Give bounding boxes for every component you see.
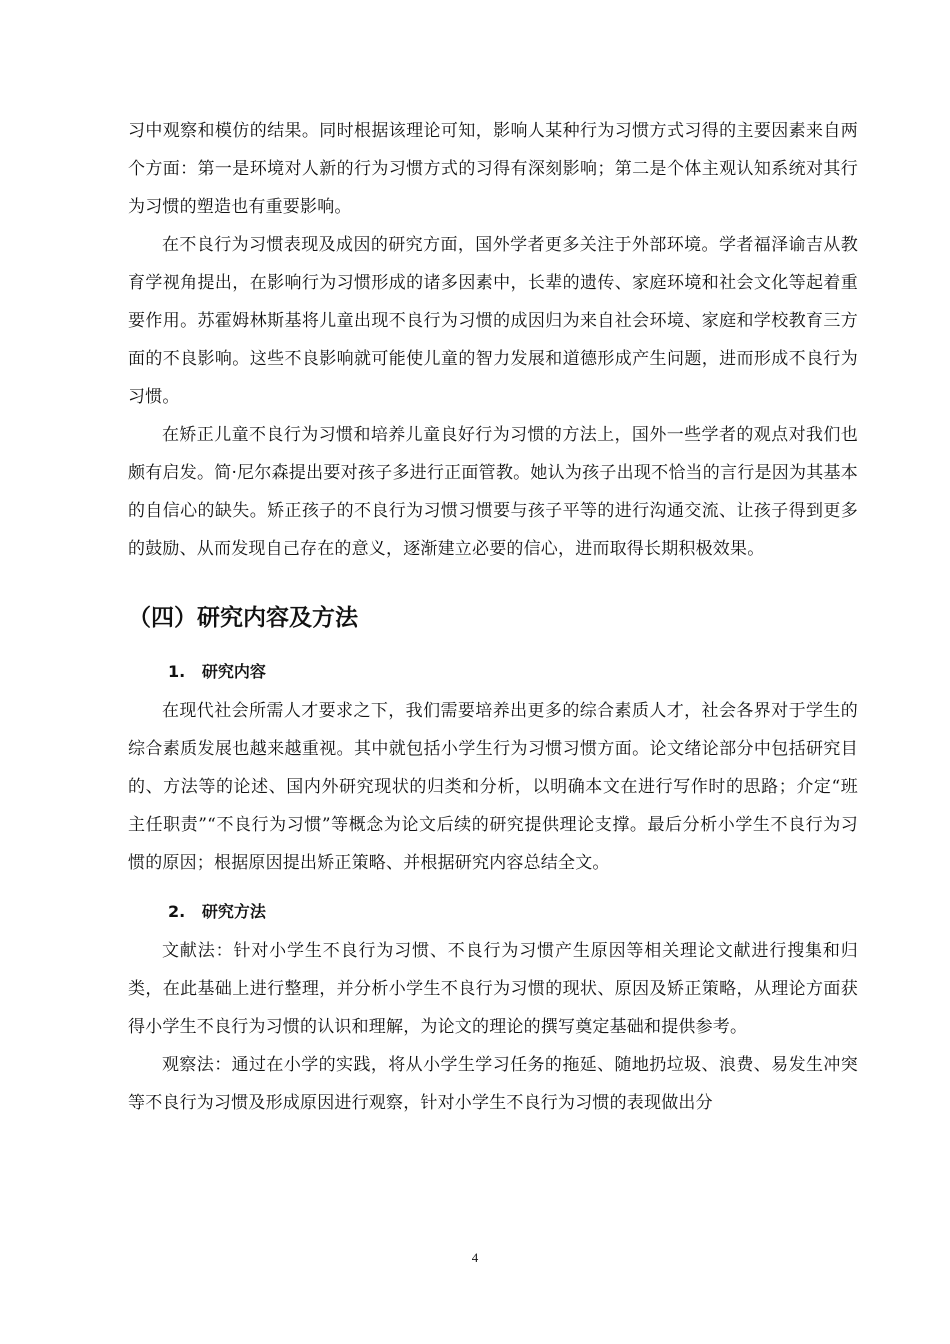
- page-number: 4: [471, 1250, 479, 1265]
- paragraph-research-content: 在现代社会所需人才要求之下，我们需要培养出更多的综合素质人才，社会各界对于学生的综合素质发展也越来越重视。其中就包括小学生行为习惯习惯方面。论文绪论部分中包括研究目的、方法等的论述、国内外研究现状的归类和分析，以明确本文在进行写作时的思路；介定“班主任职责”“不良行为习惯”等概念为论文后续的研究提供理论支撑。最后分析小学生不良行为习惯的原因；根据原因提出矫正策略、并根据研究内容总结全文。: [128, 701, 858, 873]
- subsection-heading-content: 1. 研究内容: [168, 662, 266, 681]
- paragraph-foreign-causes: 在不良行为习惯表现及成因的研究方面，国外学者更多关注于外部环境。学者福泽谕吉从教育学视角提出，在影响行为习惯形成的诸多因素中，长辈的遗传、家庭环境和社会文化等起着重要作用。苏霍姆林斯基将儿童出现不良行为习惯的成因归为来自社会环境、家庭和学校教育三方面的不良影响。这些不良影响就可能使儿童的智力发展和道德形成产生问题，进而形成不良行为习惯。: [128, 235, 858, 407]
- section-heading: （四）研究内容及方法: [128, 605, 358, 631]
- paragraph-continuation: 习中观察和模仿的结果。同时根据该理论可知，影响人某种行为习惯方式习得的主要因素来自两个方面：第一是环境对人新的行为习惯方式的习得有深刻影响；第二是个体主观认知系统对其行为习惯的塑造也有重要影响。: [128, 121, 858, 217]
- paragraph-literature-method: 文献法：针对小学生不良行为习惯、不良行为习惯产生原因等相关理论文献进行搜集和归类，在此基础上进行整理，并分析小学生不良行为习惯的现状、原因及矫正策略，从理论方面获得小学生不良行为习惯的认识和理解，为论文的理论的撰写奠定基础和提供参考。: [128, 941, 858, 1037]
- paragraph-observation-method: 观察法：通过在小学的实践，将从小学生学习任务的拖延、随地扔垃圾、浪费、易发生冲突等不良行为习惯及形成原因进行观察，针对小学生不良行为习惯的表现做出分: [128, 1055, 858, 1113]
- subsection-heading-methods: 2. 研究方法: [168, 902, 266, 921]
- paragraph-foreign-methods: 在矫正儿童不良行为习惯和培养儿童良好行为习惯的方法上，国外一些学者的观点对我们也颇有启发。简·尼尔森提出要对孩子多进行正面管教。她认为孩子出现不恰当的言行是因为其基本的自信心的缺失。矫正孩子的不良行为习惯习惯要与孩子平等的进行沟通交流、让孩子得到更多的鼓励、从而发现自己存在的意义，逐渐建立必要的信心，进而取得长期积极效果。: [128, 425, 858, 559]
- paper-body: [128, 112, 858, 1122]
